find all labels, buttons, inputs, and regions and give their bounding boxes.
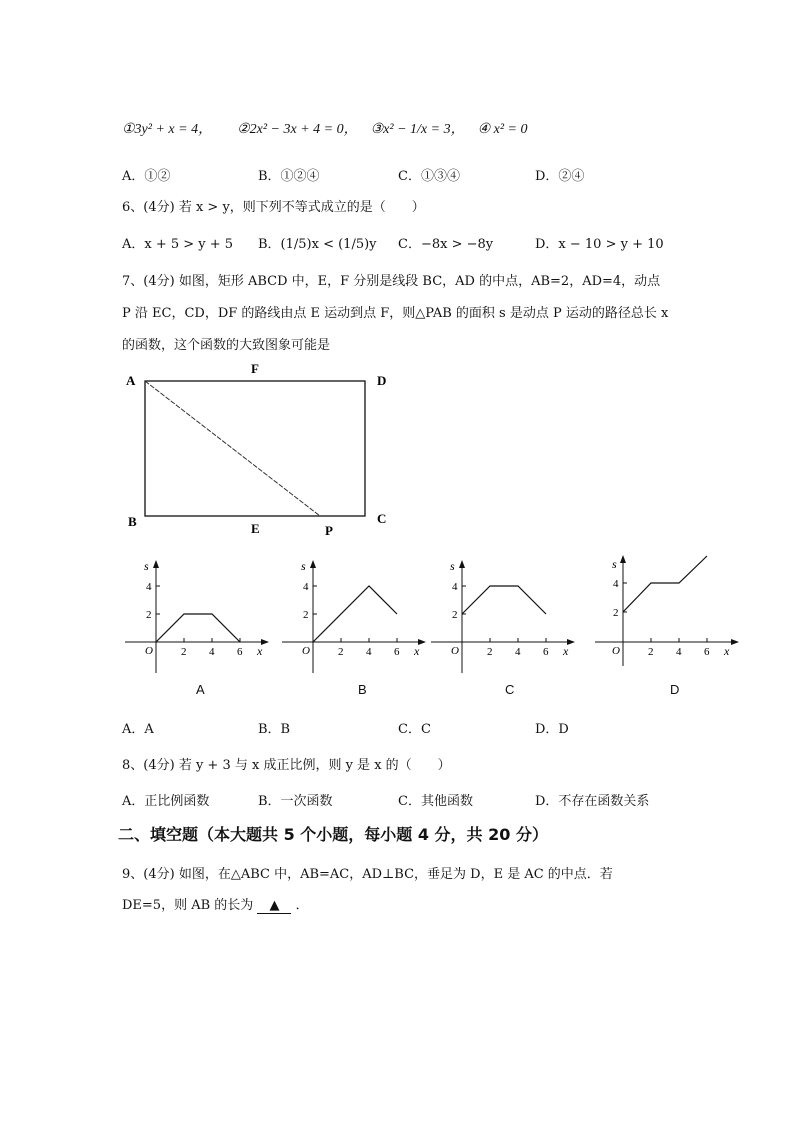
graph-a — [120, 555, 280, 675]
q8-option-b: B．一次函数 — [258, 794, 333, 809]
graph-c-xtick-2: 2 — [487, 646, 493, 658]
graph-c-label: C — [505, 682, 515, 697]
graph-c — [426, 555, 586, 675]
graph-a-ytick-2: 2 — [146, 609, 152, 621]
graph-b-ytick-2: 2 — [303, 609, 309, 621]
graph-c-ytick-2: 2 — [452, 609, 458, 621]
q8-option-a: A．正比例函数 — [122, 794, 210, 809]
q5-option-b: B．①②④ — [258, 169, 320, 184]
q7-line-3: 的函数，这个函数的大致图象可能是 — [122, 338, 331, 353]
label-p: P — [325, 523, 333, 538]
graph-b-xlabel: x — [414, 644, 420, 658]
graph-a-xlabel: x — [257, 644, 263, 658]
graph-b-curve — [313, 586, 397, 642]
graph-a-ylabel: s — [144, 559, 149, 573]
graph-d-curve — [623, 556, 707, 612]
q5-eq-1: ①3y² + x = 4， — [122, 122, 213, 137]
graph-d-origin: O — [612, 645, 620, 657]
graph-c-ytick-4: 4 — [452, 581, 458, 593]
graph-a-xtick-4: 4 — [209, 646, 215, 658]
label-d: D — [377, 373, 387, 388]
graph-c-xlabel: x — [563, 644, 569, 658]
q5-option-d: D．②④ — [535, 169, 585, 184]
q5-option-c: C．①③④ — [398, 169, 460, 184]
graph-b-xtick-2: 2 — [338, 646, 344, 658]
graph-d-ytick-2: 2 — [613, 607, 619, 619]
graph-b-origin: O — [302, 645, 310, 657]
q9-line-2 — [122, 894, 309, 914]
q7-option-d: D．D — [535, 722, 569, 737]
q7-option-b: B．B — [258, 722, 291, 737]
q6-option-a: A．x + 5 > y + 5 — [122, 237, 234, 252]
graph-d-ylabel: s — [612, 557, 617, 571]
graph-a-ytick-4: 4 — [146, 581, 152, 593]
graph-b-label: B — [358, 682, 367, 697]
graph-c-xtick-6: 6 — [543, 646, 549, 658]
graph-d — [590, 548, 750, 668]
graph-a-xtick-2: 2 — [181, 646, 187, 658]
graph-a-origin: O — [145, 645, 153, 657]
q7-line-1: 7、(4分) 如图，矩形 ABCD 中，E，F 分别是线段 BC，AD 的中点，AB=2，AD=4，动点 — [122, 274, 661, 289]
q7-line-2: P 沿 EC，CD，DF 的路线由点 E 运动到点 F，则△PAB 的面积 s 是动点 P 运动的路径总长 x — [122, 306, 669, 321]
q7-rectangle-figure — [110, 355, 410, 540]
graph-b-xtick-6: 6 — [394, 646, 400, 658]
graph-b-xtick-4: 4 — [366, 646, 372, 658]
q9-line-2-text: DE=5，则 AB 的长为 — [122, 898, 254, 913]
q8-stem: 8、(4分) 若 y + 3 与 x 成正比例，则 y 是 x 的（ ） — [122, 758, 451, 773]
section-2-title: 二、填空题（本大题共 5 个小题，每小题 4 分，共 20 分） — [118, 825, 548, 844]
q7-option-a: A．A — [122, 722, 154, 737]
graph-d-label: D — [670, 682, 680, 697]
graph-b-ytick-4: 4 — [303, 581, 309, 593]
q5-equations — [122, 118, 528, 138]
q7-option-c: C．C — [398, 722, 431, 737]
q9-line-1: 9、(4分) 如图，在△ABC 中，AB=AC，AD⊥BC，垂足为 D，E 是 AC 的中点．若 — [122, 867, 613, 882]
graph-d-ytick-4: 4 — [613, 578, 619, 590]
graph-d-xtick-4: 4 — [676, 646, 682, 658]
graph-c-curve — [462, 586, 546, 614]
graph-a-curve — [156, 614, 240, 642]
q9-answer-blank[interactable]: ▲ — [257, 898, 291, 914]
q6-stem: 6、(4分) 若 x > y，则下列不等式成立的是（ ） — [122, 200, 425, 215]
q5-eq-2: ②2x² − 3x + 4 = 0， — [237, 122, 358, 137]
graph-d-xtick-2: 2 — [648, 646, 654, 658]
graph-c-origin: O — [451, 645, 459, 657]
segment-ap — [145, 381, 320, 516]
graph-d-xlabel: x — [724, 644, 730, 658]
q8-option-d: D．不存在函数关系 — [535, 794, 650, 809]
label-f: F — [251, 361, 259, 376]
q5-option-a: A．①② — [122, 169, 171, 184]
q5-eq-3: ③x² − 1/x = 3， — [370, 122, 465, 137]
q6-option-b: B．(1/5)x < (1/5)y — [258, 237, 377, 252]
graph-c-ylabel: s — [450, 559, 455, 573]
graph-b-ylabel: s — [301, 559, 306, 573]
q6-option-d: D．x − 10 > y + 10 — [535, 237, 664, 252]
q6-option-c: C．−8x > −8y — [398, 237, 494, 252]
graph-b — [277, 555, 437, 675]
label-a: A — [126, 373, 136, 388]
label-b: B — [128, 514, 137, 529]
graph-d-xtick-6: 6 — [704, 646, 710, 658]
graph-c-xtick-4: 4 — [515, 646, 521, 658]
graph-a-xtick-6: 6 — [237, 646, 243, 658]
rectangle-abcd — [145, 381, 365, 516]
q9-line-2-end: ． — [295, 898, 309, 913]
graph-a-label: A — [196, 682, 205, 697]
label-e: E — [251, 521, 260, 536]
label-c: C — [377, 511, 387, 526]
q5-eq-4: ④ x² = 0 — [477, 122, 528, 137]
q8-option-c: C．其他函数 — [398, 794, 473, 809]
